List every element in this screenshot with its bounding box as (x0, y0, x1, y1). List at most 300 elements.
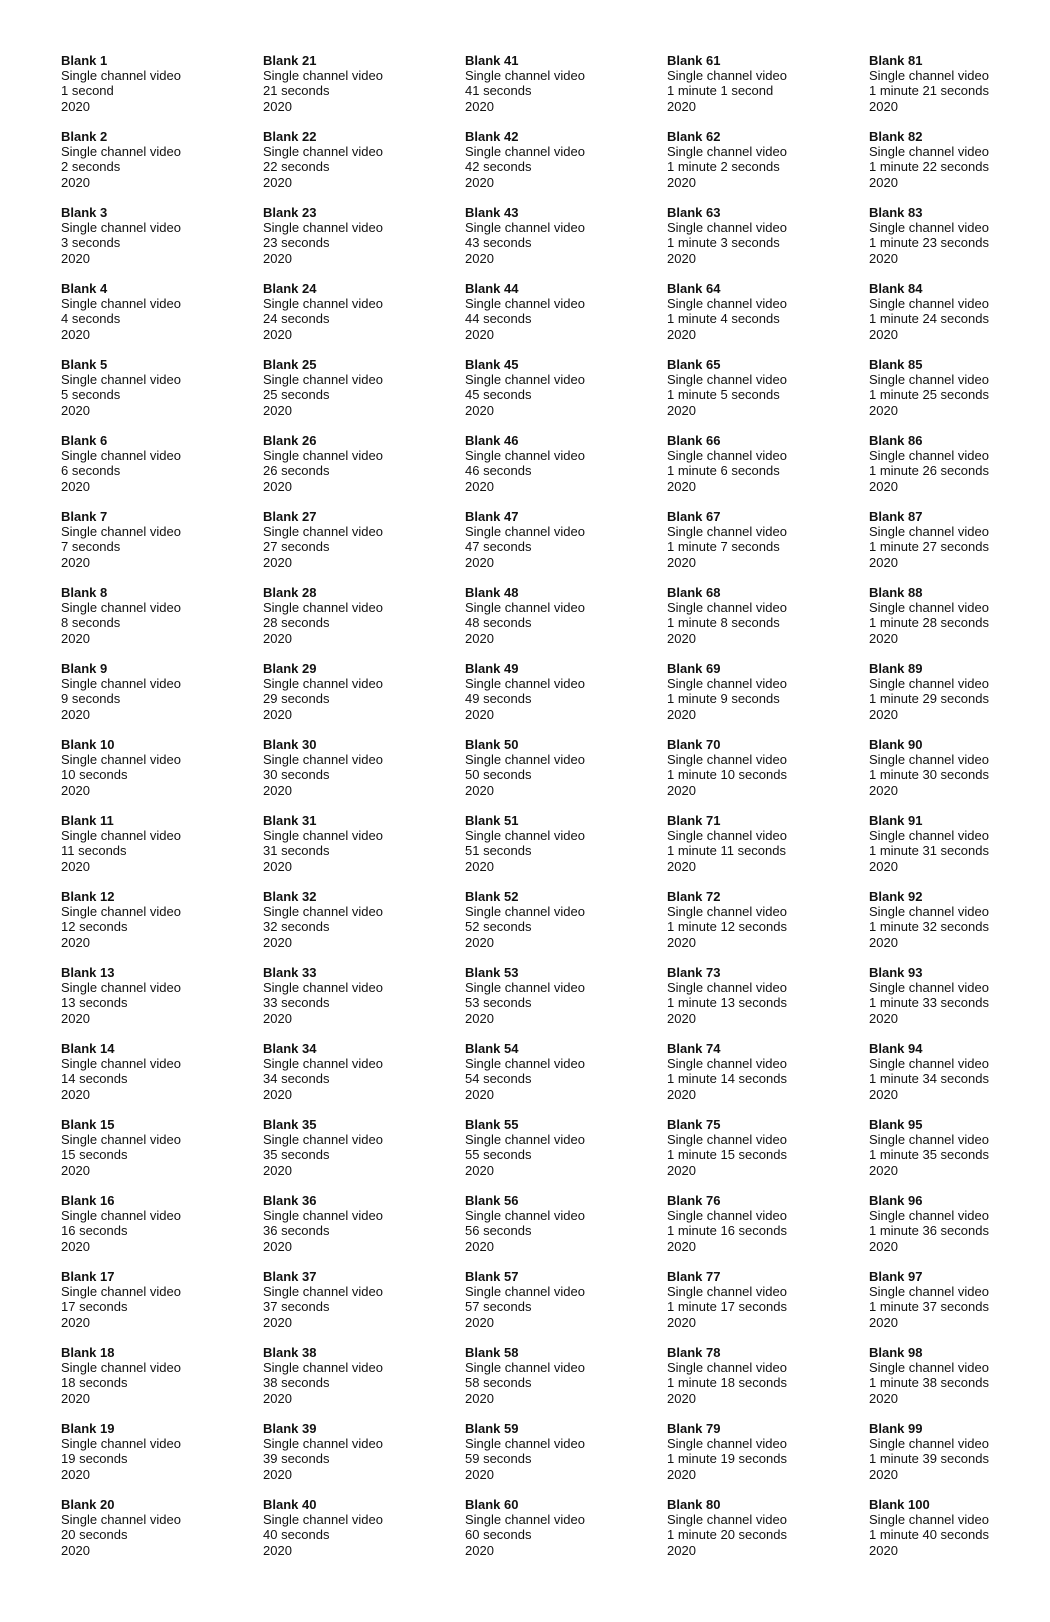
work-entry (61, 357, 251, 433)
work-title: Blank 75 (667, 1117, 721, 1132)
work-year: 2020 (465, 858, 494, 874)
work-title: Blank 9 (61, 661, 108, 676)
work-year: 2020 (667, 630, 696, 646)
work-title: Blank 22 (263, 129, 317, 144)
work-title: Blank 61 (667, 53, 721, 68)
work-entry (61, 1345, 251, 1421)
work-duration: 49 seconds (465, 691, 532, 707)
work-title: Blank 53 (465, 965, 519, 980)
work-entry (869, 965, 1050, 1041)
work-medium: Single channel video (61, 752, 181, 768)
work-title: Blank 57 (465, 1269, 519, 1284)
work-duration: 1 minute 33 seconds (869, 995, 989, 1011)
work-medium: Single channel video (869, 220, 989, 236)
work-year: 2020 (667, 858, 696, 874)
work-duration: 39 seconds (263, 1451, 330, 1467)
work-medium: Single channel video (667, 144, 787, 160)
catalogue-column-4 (667, 53, 857, 1573)
work-medium: Single channel video (667, 296, 787, 312)
work-entry (869, 357, 1050, 433)
work-year: 2020 (667, 706, 696, 722)
work-title: Blank 72 (667, 889, 721, 904)
work-title: Blank 23 (263, 205, 317, 220)
work-title: Blank 41 (465, 53, 519, 68)
work-medium: Single channel video (263, 144, 383, 160)
work-duration: 1 minute 28 seconds (869, 615, 989, 631)
work-duration: 50 seconds (465, 767, 532, 783)
work-title: Blank 97 (869, 1269, 923, 1284)
work-title: Blank 15 (61, 1117, 115, 1132)
work-entry (263, 889, 453, 965)
work-medium: Single channel video (61, 980, 181, 996)
work-title: Blank 11 (61, 813, 114, 828)
work-year: 2020 (61, 174, 90, 190)
work-title: Blank 40 (263, 1497, 317, 1512)
work-year: 2020 (263, 858, 292, 874)
work-medium: Single channel video (61, 448, 181, 464)
work-duration: 36 seconds (263, 1223, 330, 1239)
work-title: Blank 64 (667, 281, 721, 296)
work-entry (61, 1193, 251, 1269)
work-duration: 22 seconds (263, 159, 330, 175)
work-medium: Single channel video (667, 372, 787, 388)
work-year: 2020 (61, 402, 90, 418)
work-year: 2020 (263, 1542, 292, 1558)
work-entry (263, 585, 453, 661)
work-medium: Single channel video (869, 752, 989, 768)
work-year: 2020 (869, 630, 898, 646)
work-medium: Single channel video (667, 1132, 787, 1148)
work-medium: Single channel video (465, 980, 585, 996)
work-title: Blank 42 (465, 129, 519, 144)
work-year: 2020 (869, 1390, 898, 1406)
work-year: 2020 (667, 402, 696, 418)
work-title: Blank 45 (465, 357, 519, 372)
work-duration: 1 minute 30 seconds (869, 767, 989, 783)
work-entry (263, 205, 453, 281)
work-medium: Single channel video (263, 980, 383, 996)
work-year: 2020 (667, 782, 696, 798)
work-title: Blank 38 (263, 1345, 317, 1360)
work-duration: 1 minute 8 seconds (667, 615, 780, 631)
work-year: 2020 (465, 934, 494, 950)
work-title: Blank 87 (869, 509, 923, 524)
work-entry (667, 1041, 857, 1117)
work-title: Blank 86 (869, 433, 923, 448)
work-title: Blank 21 (263, 53, 317, 68)
work-duration: 5 seconds (61, 387, 121, 403)
work-year: 2020 (465, 630, 494, 646)
work-medium: Single channel video (263, 752, 383, 768)
work-year: 2020 (465, 250, 494, 266)
work-duration: 40 seconds (263, 1527, 330, 1543)
work-title: Blank 27 (263, 509, 317, 524)
work-entry (263, 129, 453, 205)
work-entry (869, 129, 1050, 205)
work-title: Blank 32 (263, 889, 317, 904)
work-title: Blank 31 (263, 813, 317, 828)
work-entry (667, 585, 857, 661)
work-year: 2020 (869, 1086, 898, 1102)
work-year: 2020 (667, 1086, 696, 1102)
work-medium: Single channel video (61, 1208, 181, 1224)
work-duration: 48 seconds (465, 615, 532, 631)
work-duration: 1 minute 4 seconds (667, 311, 780, 327)
work-medium: Single channel video (263, 1132, 383, 1148)
work-year: 2020 (869, 174, 898, 190)
work-duration: 20 seconds (61, 1527, 128, 1543)
work-medium: Single channel video (465, 220, 585, 236)
work-entry (263, 1269, 453, 1345)
work-medium: Single channel video (61, 1512, 181, 1528)
work-medium: Single channel video (869, 676, 989, 692)
work-year: 2020 (869, 1466, 898, 1482)
work-medium: Single channel video (465, 68, 585, 84)
work-entry (667, 357, 857, 433)
work-entry (869, 737, 1050, 813)
work-year: 2020 (869, 326, 898, 342)
work-entry (61, 281, 251, 357)
work-title: Blank 73 (667, 965, 721, 980)
work-year: 2020 (61, 554, 90, 570)
work-medium: Single channel video (667, 676, 787, 692)
work-medium: Single channel video (465, 600, 585, 616)
work-medium: Single channel video (667, 828, 787, 844)
work-medium: Single channel video (869, 904, 989, 920)
work-medium: Single channel video (869, 1436, 989, 1452)
work-year: 2020 (61, 630, 90, 646)
work-entry (263, 1193, 453, 1269)
work-title: Blank 100 (869, 1497, 930, 1512)
work-title: Blank 24 (263, 281, 317, 296)
work-medium: Single channel video (263, 1208, 383, 1224)
work-year: 2020 (465, 1238, 494, 1254)
work-duration: 1 minute 29 seconds (869, 691, 989, 707)
work-medium: Single channel video (465, 1512, 585, 1528)
work-duration: 52 seconds (465, 919, 532, 935)
work-duration: 43 seconds (465, 235, 532, 251)
work-year: 2020 (667, 1010, 696, 1026)
work-medium: Single channel video (61, 600, 181, 616)
work-medium: Single channel video (263, 220, 383, 236)
work-duration: 59 seconds (465, 1451, 532, 1467)
work-title: Blank 85 (869, 357, 923, 372)
work-medium: Single channel video (465, 1056, 585, 1072)
work-duration: 12 seconds (61, 919, 128, 935)
work-duration: 1 minute 31 seconds (869, 843, 989, 859)
work-entry (667, 1497, 857, 1573)
work-title: Blank 18 (61, 1345, 115, 1360)
work-entry (61, 1041, 251, 1117)
work-entry (465, 1117, 655, 1193)
work-year: 2020 (667, 1466, 696, 1482)
work-year: 2020 (667, 1390, 696, 1406)
work-title: Blank 20 (61, 1497, 115, 1512)
work-duration: 1 minute 38 seconds (869, 1375, 989, 1391)
work-year: 2020 (263, 1466, 292, 1482)
work-duration: 34 seconds (263, 1071, 330, 1087)
work-entry (465, 129, 655, 205)
work-medium: Single channel video (465, 524, 585, 540)
work-title: Blank 39 (263, 1421, 317, 1436)
work-title: Blank 98 (869, 1345, 923, 1360)
work-title: Blank 66 (667, 433, 721, 448)
work-year: 2020 (869, 782, 898, 798)
work-entry (667, 1345, 857, 1421)
work-medium: Single channel video (667, 220, 787, 236)
work-year: 2020 (869, 98, 898, 114)
work-medium: Single channel video (465, 752, 585, 768)
work-year: 2020 (61, 782, 90, 798)
work-medium: Single channel video (869, 1132, 989, 1148)
work-duration: 8 seconds (61, 615, 121, 631)
work-year: 2020 (263, 1162, 292, 1178)
work-entry (869, 433, 1050, 509)
work-title: Blank 2 (61, 129, 108, 144)
work-title: Blank 46 (465, 433, 519, 448)
work-title: Blank 74 (667, 1041, 721, 1056)
work-title: Blank 30 (263, 737, 317, 752)
work-title: Blank 89 (869, 661, 923, 676)
work-duration: 1 minute 32 seconds (869, 919, 989, 935)
work-entry (61, 53, 251, 129)
work-entry (667, 813, 857, 889)
work-duration: 32 seconds (263, 919, 330, 935)
work-entry (667, 281, 857, 357)
work-duration: 42 seconds (465, 159, 532, 175)
work-year: 2020 (263, 1238, 292, 1254)
work-entry (465, 1193, 655, 1269)
work-duration: 1 minute 39 seconds (869, 1451, 989, 1467)
catalogue-column-1 (61, 53, 251, 1573)
work-title: Blank 58 (465, 1345, 519, 1360)
work-entry (61, 661, 251, 737)
work-title: Blank 1 (61, 53, 108, 68)
work-entry (667, 661, 857, 737)
work-entry (465, 889, 655, 965)
work-duration: 1 minute 19 seconds (667, 1451, 787, 1467)
work-year: 2020 (869, 934, 898, 950)
work-year: 2020 (263, 98, 292, 114)
catalogue-column-3 (465, 53, 655, 1573)
work-year: 2020 (263, 1010, 292, 1026)
work-entry (465, 585, 655, 661)
work-duration: 1 minute 17 seconds (667, 1299, 787, 1315)
work-year: 2020 (667, 554, 696, 570)
work-duration: 1 minute 26 seconds (869, 463, 989, 479)
work-duration: 31 seconds (263, 843, 330, 859)
work-entry (263, 1041, 453, 1117)
work-title: Blank 34 (263, 1041, 317, 1056)
work-title: Blank 47 (465, 509, 519, 524)
catalogue-column-5 (869, 53, 1050, 1573)
work-year: 2020 (61, 1314, 90, 1330)
work-year: 2020 (263, 478, 292, 494)
work-medium: Single channel video (263, 448, 383, 464)
work-entry (667, 889, 857, 965)
work-medium: Single channel video (667, 448, 787, 464)
work-duration: 24 seconds (263, 311, 330, 327)
work-year: 2020 (465, 554, 494, 570)
work-title: Blank 65 (667, 357, 721, 372)
work-entry (263, 357, 453, 433)
work-year: 2020 (263, 934, 292, 950)
work-medium: Single channel video (667, 1436, 787, 1452)
work-title: Blank 77 (667, 1269, 721, 1284)
work-title: Blank 78 (667, 1345, 721, 1360)
work-medium: Single channel video (61, 1132, 181, 1148)
work-entry (667, 129, 857, 205)
work-year: 2020 (61, 250, 90, 266)
work-medium: Single channel video (263, 676, 383, 692)
work-duration: 1 minute 5 seconds (667, 387, 780, 403)
work-medium: Single channel video (263, 1056, 383, 1072)
work-medium: Single channel video (61, 144, 181, 160)
work-title: Blank 12 (61, 889, 115, 904)
work-title: Blank 10 (61, 737, 115, 752)
work-year: 2020 (667, 1238, 696, 1254)
work-title: Blank 6 (61, 433, 108, 448)
work-medium: Single channel video (61, 1436, 181, 1452)
work-medium: Single channel video (667, 1208, 787, 1224)
work-medium: Single channel video (667, 524, 787, 540)
work-title: Blank 35 (263, 1117, 317, 1132)
work-title: Blank 50 (465, 737, 519, 752)
work-medium: Single channel video (465, 1284, 585, 1300)
work-year: 2020 (869, 1314, 898, 1330)
work-entry (869, 1117, 1050, 1193)
work-duration: 45 seconds (465, 387, 532, 403)
work-medium: Single channel video (667, 600, 787, 616)
work-medium: Single channel video (667, 1360, 787, 1376)
work-duration: 18 seconds (61, 1375, 128, 1391)
work-medium: Single channel video (61, 1284, 181, 1300)
work-medium: Single channel video (263, 1436, 383, 1452)
work-year: 2020 (869, 1162, 898, 1178)
work-medium: Single channel video (61, 1056, 181, 1072)
work-entry (465, 1497, 655, 1573)
work-entry (465, 433, 655, 509)
work-entry (263, 433, 453, 509)
work-entry (465, 1269, 655, 1345)
work-title: Blank 67 (667, 509, 721, 524)
work-entry (263, 813, 453, 889)
work-year: 2020 (667, 98, 696, 114)
work-year: 2020 (263, 326, 292, 342)
work-medium: Single channel video (869, 600, 989, 616)
work-duration: 1 minute 16 seconds (667, 1223, 787, 1239)
work-title: Blank 99 (869, 1421, 923, 1436)
work-entry (263, 965, 453, 1041)
work-duration: 30 seconds (263, 767, 330, 783)
work-duration: 29 seconds (263, 691, 330, 707)
work-entry (263, 1497, 453, 1573)
work-duration: 37 seconds (263, 1299, 330, 1315)
work-title: Blank 5 (61, 357, 108, 372)
work-entry (869, 1269, 1050, 1345)
work-title: Blank 48 (465, 585, 519, 600)
work-entry (869, 53, 1050, 129)
work-medium: Single channel video (465, 1132, 585, 1148)
work-year: 2020 (465, 98, 494, 114)
work-title: Blank 84 (869, 281, 923, 296)
work-title: Blank 51 (465, 813, 519, 828)
work-entry (667, 965, 857, 1041)
work-entry (667, 433, 857, 509)
work-medium: Single channel video (61, 1360, 181, 1376)
work-medium: Single channel video (263, 372, 383, 388)
work-duration: 1 minute 15 seconds (667, 1147, 787, 1163)
work-medium: Single channel video (869, 448, 989, 464)
work-medium: Single channel video (465, 1436, 585, 1452)
work-title: Blank 90 (869, 737, 923, 752)
work-title: Blank 79 (667, 1421, 721, 1436)
work-entry (667, 1269, 857, 1345)
work-year: 2020 (263, 1086, 292, 1102)
work-title: Blank 96 (869, 1193, 923, 1208)
work-duration: 56 seconds (465, 1223, 532, 1239)
work-medium: Single channel video (263, 524, 383, 540)
work-title: Blank 91 (869, 813, 923, 828)
work-title: Blank 17 (61, 1269, 115, 1284)
work-title: Blank 52 (465, 889, 519, 904)
work-entry (61, 813, 251, 889)
work-duration: 6 seconds (61, 463, 121, 479)
work-year: 2020 (667, 1314, 696, 1330)
work-year: 2020 (61, 1542, 90, 1558)
work-medium: Single channel video (465, 296, 585, 312)
work-entry (263, 661, 453, 737)
work-entry (465, 965, 655, 1041)
work-duration: 26 seconds (263, 463, 330, 479)
work-entry (61, 1269, 251, 1345)
work-entry (465, 205, 655, 281)
work-duration: 1 minute 36 seconds (869, 1223, 989, 1239)
work-duration: 1 minute 37 seconds (869, 1299, 989, 1315)
work-title: Blank 94 (869, 1041, 923, 1056)
work-title: Blank 36 (263, 1193, 317, 1208)
work-medium: Single channel video (465, 1360, 585, 1376)
work-duration: 23 seconds (263, 235, 330, 251)
work-medium: Single channel video (263, 828, 383, 844)
work-entry (869, 813, 1050, 889)
work-year: 2020 (465, 478, 494, 494)
work-medium: Single channel video (465, 828, 585, 844)
work-duration: 55 seconds (465, 1147, 532, 1163)
work-duration: 9 seconds (61, 691, 121, 707)
work-year: 2020 (465, 706, 494, 722)
work-entry (869, 509, 1050, 585)
work-duration: 1 minute 18 seconds (667, 1375, 787, 1391)
work-year: 2020 (263, 174, 292, 190)
work-medium: Single channel video (61, 676, 181, 692)
work-duration: 1 minute 21 seconds (869, 83, 989, 99)
work-duration: 4 seconds (61, 311, 121, 327)
work-medium: Single channel video (869, 1360, 989, 1376)
work-medium: Single channel video (869, 828, 989, 844)
work-duration: 1 minute 34 seconds (869, 1071, 989, 1087)
work-title: Blank 14 (61, 1041, 115, 1056)
work-duration: 1 minute 13 seconds (667, 995, 787, 1011)
work-entry (61, 965, 251, 1041)
work-year: 2020 (263, 250, 292, 266)
work-title: Blank 80 (667, 1497, 721, 1512)
work-title: Blank 43 (465, 205, 519, 220)
work-entry (667, 1421, 857, 1497)
work-entry (869, 1193, 1050, 1269)
work-duration: 44 seconds (465, 311, 532, 327)
work-entry (667, 53, 857, 129)
